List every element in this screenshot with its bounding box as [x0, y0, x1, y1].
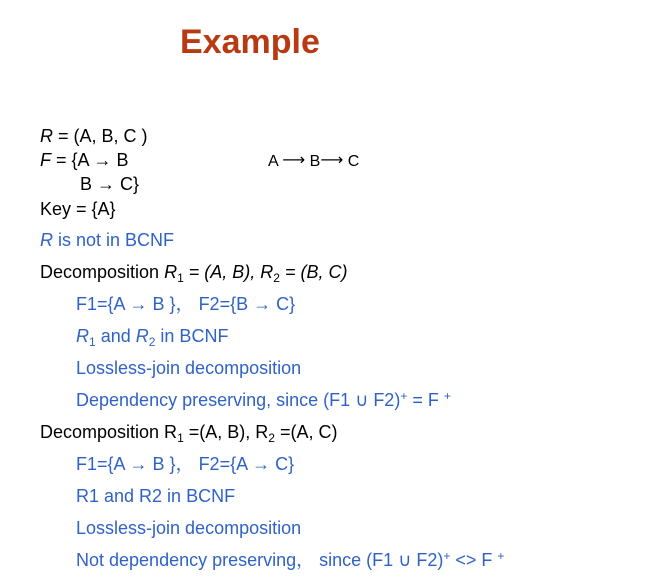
closure-superscript: +: [443, 389, 451, 403]
dependency-text: Dependency preserving, since (F1 ∪ F2): [76, 390, 401, 410]
closure-superscript: +: [497, 549, 505, 563]
diagram-arrow-icon: ⟶: [282, 152, 306, 169]
bcnf-r1-symbol: R: [76, 326, 89, 346]
decomposition-2-dependency: [76, 549, 504, 571]
r2-symbol: R: [260, 262, 274, 282]
r2-subscript: 2: [273, 271, 280, 285]
not-bcnf-r-symbol: R: [40, 230, 53, 250]
decomposition-2-fds: F1={A → B }， F2={A → C}: [76, 454, 295, 474]
closure-superscript: +: [443, 549, 451, 563]
decomposition-label: Decomposition: [40, 262, 165, 282]
slide-title: Example: [180, 23, 320, 61]
diagram-node-a: A: [268, 153, 278, 170]
bcnf-r2-symbol: R: [135, 326, 149, 346]
relation-r-symbol: R: [40, 126, 53, 146]
r1-symbol: R: [164, 262, 178, 282]
dependency-equals: = F: [407, 390, 444, 410]
r2-attributes: = (B, C): [279, 262, 348, 282]
diagram-node-c: C: [347, 153, 360, 170]
r1-subscript: 1: [177, 431, 184, 445]
fd-set-symbol: F: [40, 150, 51, 170]
r2-subscript: 2: [268, 431, 275, 445]
bcnf-r1-subscript: 1: [89, 335, 96, 349]
relation-schema-line: [40, 125, 148, 147]
dependency-text: Not dependency preserving， since (F1 ∪ F2): [76, 550, 444, 570]
decomposition-1-lossless: Lossless-join decomposition: [76, 358, 302, 378]
diagram-node-b: B: [309, 153, 321, 170]
fd-chain-diagram: [268, 152, 359, 172]
bcnf-r2-subscript: 2: [148, 335, 156, 349]
key-line: Key = {A}: [40, 199, 116, 219]
not-bcnf-text: is not in BCNF: [53, 230, 175, 250]
fd-set-first: = {A → B: [51, 150, 129, 170]
decomposition-2-bcnf: R1 and R2 in BCNF: [76, 486, 236, 506]
relation-attributes: = (A, B, C ): [53, 126, 148, 146]
r2-attributes: =(A, C): [274, 422, 338, 442]
decomposition-1-bcnf: [76, 325, 228, 347]
fd-set-line: [40, 149, 129, 171]
decomposition-1-fds: F1={A → B }， F2={B → C}: [76, 294, 296, 314]
bcnf-and: and: [95, 326, 136, 346]
decomposition-2-line: [40, 421, 337, 443]
diagram-arrow-icon: ⟶: [320, 152, 344, 169]
decomposition-1-line: [40, 261, 347, 283]
not-bcnf-line: [40, 229, 174, 251]
decomposition-1-dependency: [76, 389, 451, 411]
dependency-not-equals: <> F: [450, 550, 498, 570]
fd-set-continuation: B → C}: [80, 174, 140, 194]
decomposition-label: Decomposition R: [40, 422, 178, 442]
decomposition-2-lossless: Lossless-join decomposition: [76, 518, 302, 538]
r1-attributes: = (A, B),: [183, 262, 261, 282]
closure-superscript: +: [400, 389, 408, 403]
r1-subscript: 1: [177, 271, 184, 285]
bcnf-tail: in BCNF: [155, 326, 229, 346]
r1-attributes: =(A, B), R: [183, 422, 269, 442]
